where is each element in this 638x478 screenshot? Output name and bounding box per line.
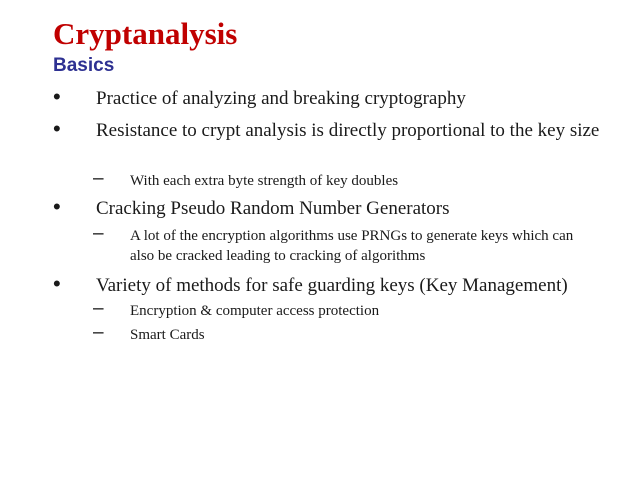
slide-title: Cryptanalysis [53,16,238,51]
bullet-marker: • [53,84,61,109]
sub-bullet-marker: – [93,298,104,319]
sub-bullet-text: Smart Cards [130,327,205,343]
sub-bullet-text: Encryption & computer access protection [130,303,380,319]
sub-bullet-marker: – [93,322,104,343]
slide-subtitle: Basics [53,55,115,76]
sub-bullet-text: A lot of the encryption algorithms use PRNGs to generate keys which can also be cracked leading to cracking of algorithms [130,228,574,264]
bullet-text: Resistance to crypt analysis is directly proportional to the key size [96,120,600,141]
bullet-marker: • [53,116,61,141]
bullet-text: Practice of analyzing and breaking cryptography [96,88,466,109]
bullet-text: Cracking Pseudo Random Number Generators [96,198,450,219]
bullet-text: Variety of methods for safe guarding keys (Key Management) [96,275,568,296]
sub-bullet-marker: – [93,223,104,244]
bullet-marker: • [53,271,61,296]
bullet-marker: • [53,194,61,219]
sub-bullet-marker: – [93,168,104,189]
sub-bullet-text: With each extra byte strength of key doubles [130,173,399,189]
